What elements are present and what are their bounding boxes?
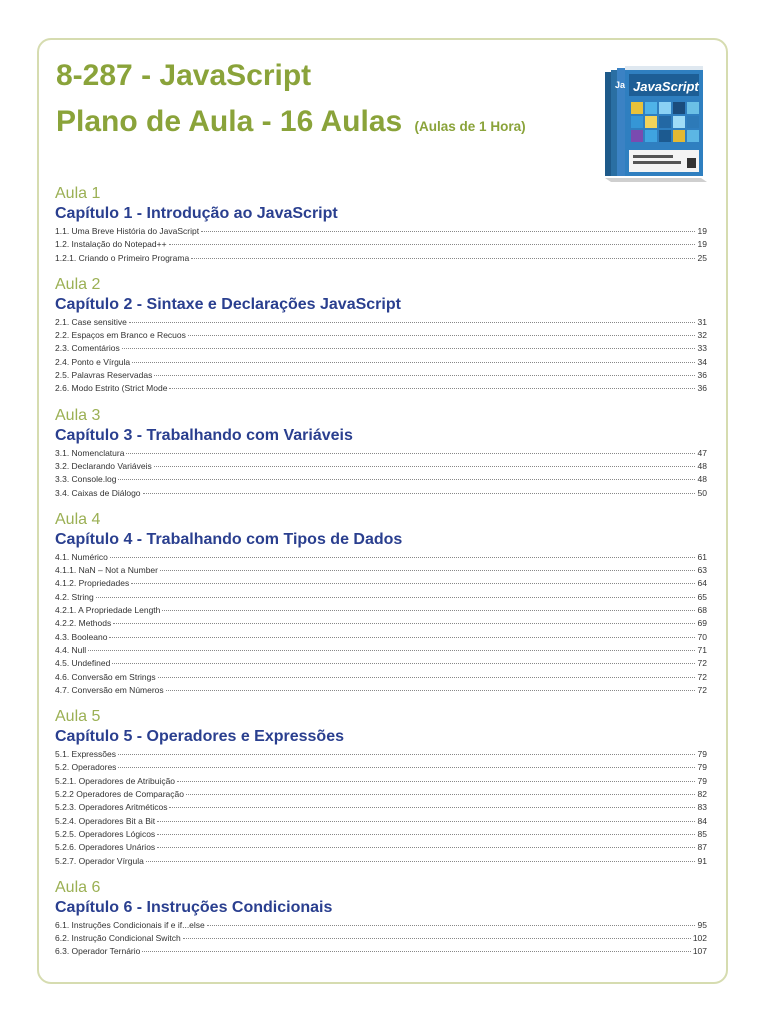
chapter-title: Capítulo 6 - Instruções Condicionais: [55, 898, 333, 916]
toc-entry: 2.5. Palavras Reservadas 36: [55, 370, 707, 381]
lesson-section: [55, 878, 707, 959]
toc-entry: 2.2. Espaços em Branco e Recuos 32: [55, 330, 707, 341]
toc-entry: 1.2.1. Criando o Primeiro Programa 25: [55, 252, 707, 263]
toc-entry: 4.4. Null 71: [55, 644, 707, 655]
toc-entry: 4.2.2. Methods 69: [55, 618, 707, 629]
toc-entry: 3.3. Console.log 48: [55, 474, 707, 485]
toc-entry: 2.1. Case sensitive 31: [55, 316, 707, 327]
toc-entry: 2.3. Comentários 33: [55, 343, 707, 354]
chapter-title: Capítulo 2 - Sintaxe e Declarações JavaScript: [55, 295, 401, 313]
toc-entry: 3.4. Caixas de Diálogo 50: [55, 487, 707, 498]
toc-entry: 2.4. Ponto e Vírgula 34: [55, 356, 707, 367]
toc-entry: 1.1. Uma Breve História do JavaScript 19: [55, 226, 707, 236]
lesson-heading: Aula 2: [55, 275, 101, 293]
toc-entry: 4.5. Undefined 72: [55, 658, 707, 669]
toc-entry: 5.2. Operadores 79: [55, 762, 707, 773]
toc-entry: 3.1. Nomenclatura 47: [55, 447, 707, 458]
cover-spine-letters: Ja: [615, 80, 626, 90]
toc-entry: 5.2.7. Operador Vírgula 91: [55, 855, 707, 866]
chapter-title: Capítulo 1 - Introdução ao JavaScript: [55, 205, 338, 222]
toc-entry: 1.2. Instalação do Notepad++ 19: [55, 239, 707, 250]
toc-entry: 5.2.5. Operadores Lógicos 85: [55, 828, 707, 839]
toc-entry: 4.7. Conversão em Números 72: [55, 684, 707, 695]
chapter-title: Capítulo 4 - Trabalhando com Tipos de Dados: [55, 530, 403, 548]
toc-entry: 6.3. Operador Ternário 107: [55, 946, 707, 957]
page-title: 8-287 - JavaScript: [56, 59, 312, 92]
chapter-title: Capítulo 5 - Operadores e Expressões: [55, 728, 344, 746]
lesson-section: [55, 707, 707, 868]
lesson-heading: Aula 1: [55, 185, 101, 202]
lesson-heading: Aula 5: [55, 708, 101, 726]
toc-entry: 5.1. Expressões 79: [55, 749, 707, 760]
cover-brand-title: JavaScript: [633, 79, 699, 94]
toc-entry: 5.2.2 Operadores de Comparação 82: [55, 789, 707, 800]
lesson-plan: [55, 184, 707, 969]
lesson-heading: Aula 4: [55, 510, 101, 528]
toc-entry: 4.2. String 65: [55, 591, 707, 602]
duration-note: (Aulas de 1 Hora): [414, 119, 526, 134]
toc-entry: 5.2.4. Operadores Bit a Bit 84: [55, 815, 707, 826]
toc-entry: 4.1.1. NaN – Not a Number 63: [55, 565, 707, 576]
lesson-section: [55, 275, 707, 396]
toc-entry: 4.1.2. Propriedades 64: [55, 578, 707, 589]
toc-entry: 6.1. Instruções Condicionais if e if...else 95: [55, 919, 707, 930]
lesson-section: [55, 406, 707, 500]
toc-entry: 5.2.1. Operadores de Atribuição 79: [55, 775, 707, 786]
lesson-section: [55, 184, 707, 265]
toc-entry: 4.2.1. A Propriedade Length 68: [55, 605, 707, 616]
chapter-title: Capítulo 3 - Trabalhando com Variáveis: [55, 426, 353, 444]
toc-entry: 4.1. Numérico 61: [55, 551, 707, 562]
toc-entry: 4.6. Conversão em Strings 72: [55, 671, 707, 682]
page-subtitle-line: Plano de Aula - 16 Aulas (Aulas de 1 Hora): [56, 105, 526, 138]
book-cover-image: [603, 66, 707, 182]
toc-entry: 6.2. Instrução Condicional Switch 102: [55, 933, 707, 944]
toc-entry: 5.2.6. Operadores Unários 87: [55, 842, 707, 853]
lesson-heading: Aula 6: [55, 878, 101, 896]
lesson-heading: Aula 3: [55, 406, 101, 424]
toc-entry: 3.2. Declarando Variáveis 48: [55, 460, 707, 471]
toc-entry: 4.3. Booleano 70: [55, 631, 707, 642]
lesson-section: [55, 510, 707, 697]
toc-entry: 5.2.3. Operadores Aritméticos 83: [55, 802, 707, 813]
toc-entry: 2.6. Modo Estrito (Strict Mode 36: [55, 383, 707, 394]
